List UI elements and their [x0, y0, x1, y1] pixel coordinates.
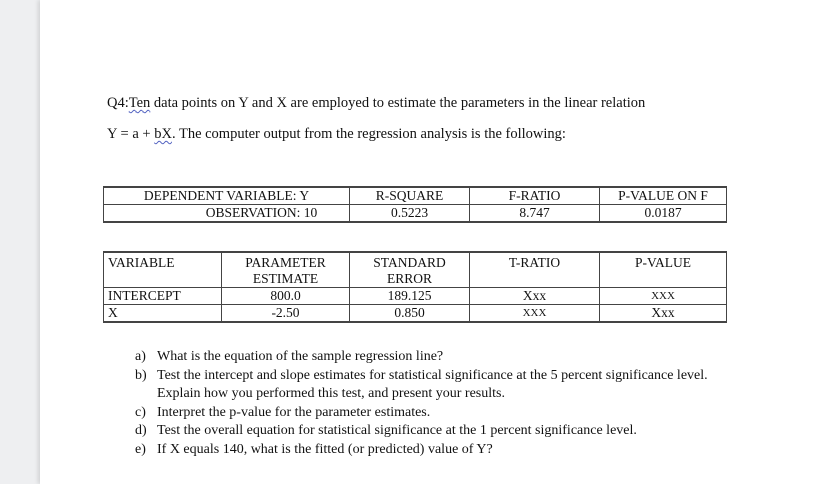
p-value-on-f-value: 0.0187: [600, 205, 727, 223]
item-text: Test the intercept and slope estimates for statistical significance at the 5 percent significance level. Explain how you performed this test, and present your results.: [157, 367, 708, 402]
summary-row-2: [104, 205, 727, 223]
question-list: [135, 348, 747, 460]
item-text: Test the overall equation for statistical significance at the 1 percent significance level.: [157, 423, 637, 439]
p-value-header: P-VALUE: [600, 252, 727, 288]
variable-header: VARIABLE: [104, 252, 222, 288]
list-item: [135, 404, 747, 423]
document-page: [40, 0, 820, 484]
row-p-value: XXX: [600, 288, 727, 305]
standard-error-header-1: STANDARD: [350, 252, 470, 271]
item-text: If X equals 140, what is the fitted (or predicted) value of Y?: [157, 441, 493, 457]
row-p-value: Xxx: [600, 305, 727, 323]
parameter-header-2: ESTIMATE: [222, 271, 350, 288]
item-text: What is the equation of the sample regression line?: [157, 349, 444, 364]
row-t-ratio: Xxx: [470, 288, 600, 305]
question-line-1: [107, 95, 645, 112]
list-item: [135, 441, 747, 460]
summary-row-1: [104, 187, 727, 205]
spellcheck-word-bx[interactable]: bX: [154, 126, 172, 142]
question-text-2: . The computer output from the regression analysis is the following:: [171, 126, 566, 142]
equation-start: Y = a +: [107, 126, 155, 142]
f-ratio-label: F-RATIO: [470, 187, 600, 205]
row-t-ratio: XXX: [470, 305, 600, 323]
row-std-error: 0.850: [350, 305, 470, 323]
row-estimate: 800.0: [222, 288, 350, 305]
question-number: Q4:: [107, 95, 129, 111]
item-text: Interpret the p-value for the parameter estimates.: [157, 404, 431, 420]
list-item: [135, 367, 747, 404]
item-marker: e): [135, 441, 146, 457]
standard-error-header-2: ERROR: [350, 271, 470, 288]
header-row-1: [104, 252, 727, 271]
row-variable: X: [104, 305, 222, 323]
table-row: [104, 305, 727, 323]
item-marker: b): [135, 367, 147, 383]
question-line-2: [107, 126, 566, 143]
p-value-on-f-label: P-VALUE ON F: [600, 187, 727, 205]
row-std-error: 189.125: [350, 288, 470, 305]
observation-cell: OBSERVATION: 10: [104, 205, 350, 223]
list-item: [135, 348, 747, 367]
question-text-1: data points on Y and X are employed to estimate the parameters in the linear relation: [150, 95, 646, 111]
t-ratio-header: T-RATIO: [470, 252, 600, 288]
dependent-variable-cell: DEPENDENT VARIABLE: Y: [104, 187, 350, 205]
table-gap: [104, 222, 727, 252]
parameter-header-1: PARAMETER: [222, 252, 350, 271]
item-marker: a): [135, 349, 146, 364]
item-marker: d): [135, 423, 147, 439]
f-ratio-value: 8.747: [470, 205, 600, 223]
spellcheck-word-ten[interactable]: Ten: [128, 95, 151, 111]
regression-output-table: [103, 186, 727, 323]
list-item: [135, 422, 747, 441]
table-row: [104, 288, 727, 305]
r-square-label: R-SQUARE: [350, 187, 470, 205]
item-marker: c): [135, 404, 146, 420]
row-estimate: -2.50: [222, 305, 350, 323]
window-left-margin: [0, 0, 40, 484]
row-variable: INTERCEPT: [104, 288, 222, 305]
r-square-value: 0.5223: [350, 205, 470, 223]
